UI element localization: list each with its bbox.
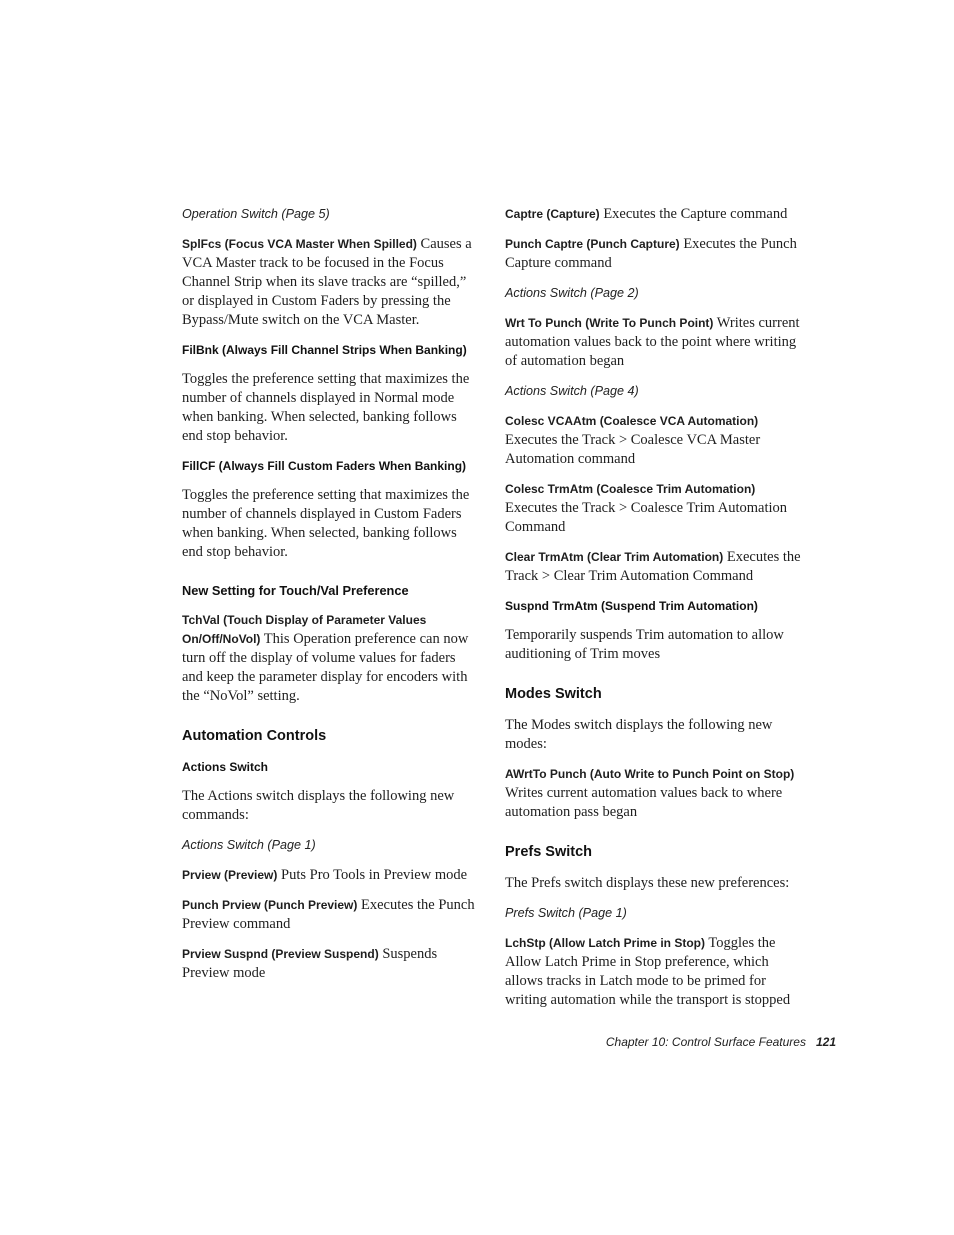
punch-prview-term: Punch Prview (Punch Preview) — [182, 898, 358, 912]
fillcf-heading: FillCF (Always Fill Custom Faders When Banking) — [182, 459, 467, 473]
automation-controls-heading: Automation Controls — [182, 728, 327, 744]
captre-description: Executes the Capture command — [599, 206, 788, 222]
suspnd-trmatm-heading: Suspnd TrmAtm (Suspend Trim Automation) — [505, 599, 758, 613]
captre-term: Captre (Capture) — [505, 207, 600, 221]
footer-chapter-title: Chapter 10: Control Surface Features — [605, 1035, 806, 1049]
punch-prview-entry — [182, 896, 480, 934]
actions-intro: The Actions switch displays the following new commands: — [182, 788, 455, 823]
awrt-entry — [505, 765, 803, 822]
prview-suspnd-description: Suspends Preview mode — [182, 946, 438, 981]
lchstp-term: LchStp (Allow Latch Prime in Stop) — [505, 936, 706, 950]
right-column — [505, 205, 803, 1021]
suspnd-trmatm-description: Temporarily suspends Trim automation to allow auditioning of Trim moves — [505, 627, 784, 662]
prview-description: Puts Pro Tools in Preview mode — [277, 867, 468, 883]
prefs-page1-subheading: Prefs Switch (Page 1) — [505, 906, 627, 920]
tchval-term: TchVal (Touch Display of Parameter Values On/Off/NoVol) — [182, 613, 427, 646]
tchval-description: This Operation preference can now turn off the display of volume values for faders and keep the parameter display for encoders with the “NoVol” setting. — [182, 631, 469, 704]
actions-switch-heading: Actions Switch — [182, 760, 269, 774]
fillcf-description: Toggles the preference setting that maximizes the number of channels displayed in Custom Faders when banking. When selected, banking follows end stop behavior. — [182, 487, 470, 560]
splfcs-entry — [182, 235, 480, 330]
wrt-to-punch-term: Wrt To Punch (Write To Punch Point) — [505, 316, 714, 330]
splfcs-description: Causes a VCA Master track to be focused in the Focus Channel Strip when its slave tracks are “spilled,” or displayed in Custom Faders by pressing the Bypass/Mute switch on the VCA Master. — [182, 236, 472, 328]
actions-page4-subheading: Actions Switch (Page 4) — [505, 384, 639, 398]
clear-trm-description: Executes the Track > Clear Trim Automation Command — [505, 549, 801, 584]
colesc-vca-entry — [505, 412, 803, 469]
captre-entry — [505, 205, 803, 224]
wrt-to-punch-description: Writes current automation values back to the point where writing of automation began — [505, 315, 800, 369]
prefs-intro: The Prefs switch displays these new preferences: — [505, 875, 790, 891]
filbnk-heading: FilBnk (Always Fill Channel Strips When Banking) — [182, 343, 467, 357]
modes-intro: The Modes switch displays the following new modes: — [505, 717, 773, 752]
clear-trm-entry — [505, 548, 803, 586]
actions-page1-subheading: Actions Switch (Page 1) — [182, 838, 316, 852]
page-footer — [606, 1033, 836, 1051]
splfcs-term: SplFcs (Focus VCA Master When Spilled) — [182, 237, 417, 251]
awrt-term: AWrtTo Punch (Auto Write to Punch Point on Stop) — [505, 767, 795, 781]
left-column — [182, 205, 480, 994]
new-setting-heading: New Setting for Touch/Val Preference — [182, 583, 409, 598]
punch-captre-description: Executes the Punch Capture command — [505, 236, 797, 271]
actions-page2-subheading: Actions Switch (Page 2) — [505, 286, 639, 300]
modes-switch-heading: Modes Switch — [505, 686, 602, 702]
operation-switch-page5-subheading: Operation Switch (Page 5) — [182, 207, 330, 221]
tchval-entry — [182, 611, 480, 706]
colesc-trm-description: Executes the Track > Coalesce Trim Automation Command — [505, 500, 788, 535]
colesc-trm-entry — [505, 480, 803, 537]
punch-captre-entry — [505, 235, 803, 273]
prview-term: Prview (Preview) — [182, 868, 278, 882]
clear-trm-term: Clear TrmAtm (Clear Trim Automation) — [505, 550, 724, 564]
prview-suspnd-entry — [182, 945, 480, 983]
prview-entry — [182, 866, 480, 885]
colesc-trm-term: Colesc TrmAtm (Coalesce Trim Automation) — [505, 482, 756, 496]
prefs-switch-heading: Prefs Switch — [505, 844, 593, 860]
footer-page-number: 121 — [815, 1035, 836, 1049]
lchstp-description: Toggles the Allow Latch Prime in Stop preference, which allows tracks in Latch mode to be primed for writing automation while the transport is stopped — [505, 935, 791, 1008]
lchstp-entry — [505, 934, 803, 1010]
punch-prview-description: Executes the Punch Preview command — [182, 897, 475, 932]
filbnk-description: Toggles the preference setting that maximizes the number of channels displayed in Normal mode when banking. When selected, banking follows end stop behavior. — [182, 371, 470, 444]
wrt-to-punch-entry — [505, 314, 803, 371]
colesc-vca-description: Executes the Track > Coalesce VCA Master Automation command — [505, 432, 761, 467]
prview-suspnd-term: Prview Suspnd (Preview Suspend) — [182, 947, 379, 961]
awrt-description: Writes current automation values back to where automation pass began — [505, 785, 783, 820]
punch-captre-term: Punch Captre (Punch Capture) — [505, 237, 680, 251]
colesc-vca-term: Colesc VCAAtm (Coalesce VCA Automation) — [505, 414, 759, 428]
